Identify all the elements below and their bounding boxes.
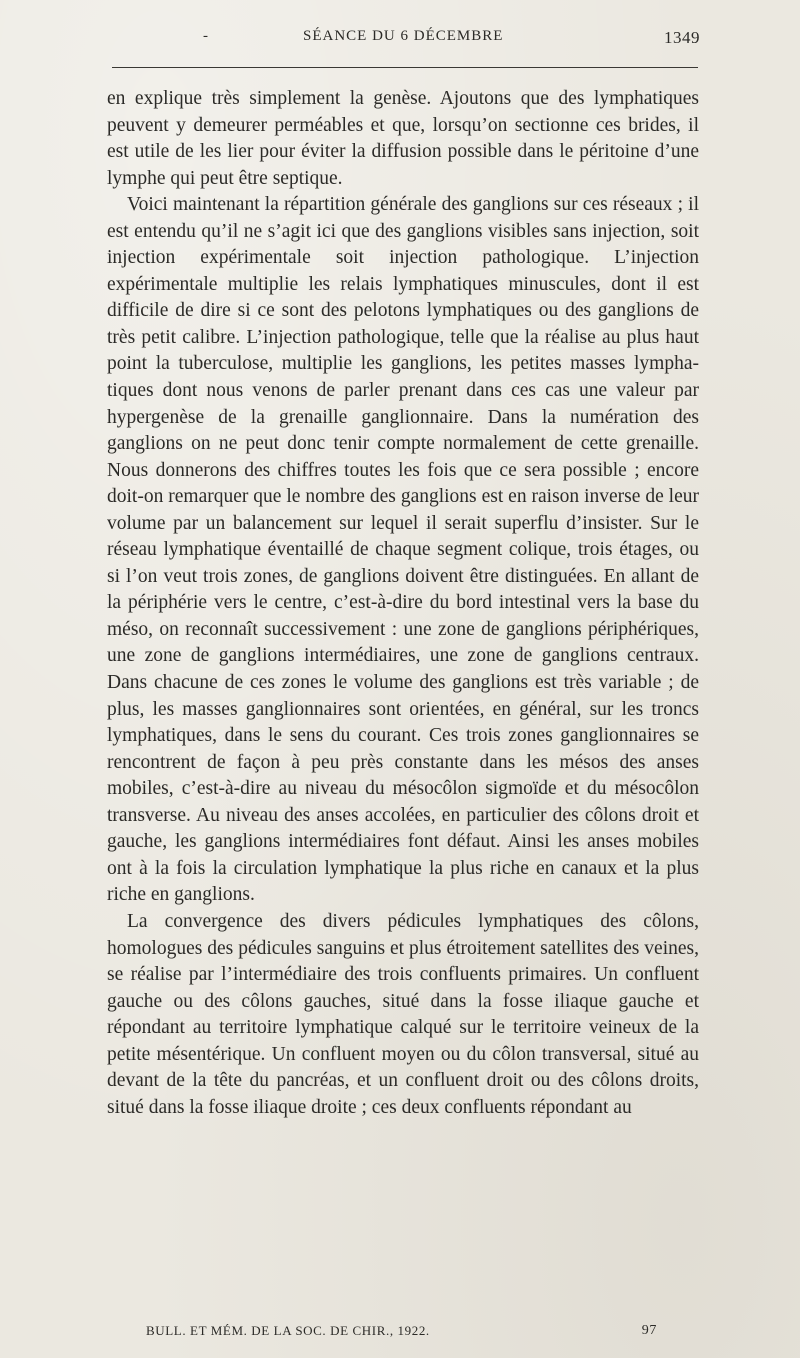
journal-reference: BULL. ET MÉM. DE LA SOC. DE CHIR., 1922. <box>146 1323 430 1338</box>
running-header <box>108 28 700 52</box>
page-number: 1349 <box>664 28 700 47</box>
paragraph-confluents: La convergence des divers pédicules lymphatiques des côlons, homologues des pédicules sanguins et plus étroitement satellites des veines, se réalise par l’intermédiaire des trois confluents primaires. Un confluent gauche ou des côlons gauches, situé dans la fosse iliaque gauche et répondant au territoire lymphatique calqué sur le territoire veineux de la petite mésentérique. Un confluent moyen ou du côlon transversal, situé au devant de la tête du pancréas, et un confluent droit ou des côlons droits, situé dans la fosse iliaque droite ; ces deux confluents répondant au <box>107 910 699 1118</box>
header-rule <box>112 67 698 68</box>
paragraph-ganglion-distribution: Voici maintenant la répartition générale des ganglions sur ces réseaux ; il est entendu qu’il ne s’agit ici que des ganglions visibles sans injection, soit injection expérimentale soit injection pathologique. L’injection expérimentale multiplie les relais lymphatiques minuscules, dont il est difficile de dire si ce sont des pelotons lymphatiques ou des ganglions de très petit calibre. L’injection pathologique, telle que la réalise au plus haut point la tuberculose, multiplie les ganglions, les petites masses lymphatiques dont nous venons de parler prenant dans ces cas une valeur par hypergenèse de la grenaille ganglionnaire. Dans la numération des ganglions on ne peut donc tenir compte normalement de cette grenaille. Nous donnerons des chiffres toutes les fois que ce sera possible ; encore doit-on remarquer que le nombre des ganglions est en raison inverse de leur volume par un balancement sur lequel il serait superflu d’insister. Sur le réseau lymphatique éventaillé de chaque segment colique, trois étages, ou si l’on veut trois zones, de ganglions doivent être distinguées. En allant de la périphérie vers le centre, c’est-à-dire du bord intestinal vers la base du méso, on reconnaît successivement : une zone de ganglions périphériques, une zone de ganglions intermédiaires, une zone de ganglions centraux. Dans chacune de ces zones le volume des ganglions est très variable ; de plus, les masses ganglionnaires sont orientées, en général, sur les troncs lymphatiques, dans le sens du courant. Ces trois zones ganglionnaires se rencontrent de façon à peu près constante dans les mésos des anses mobiles, c’est-à-dire au niveau du mésocôlon sigmoïde et du mésocôlon transverse. Au niveau des anses accolées, en particulier des côlons droit et gauche, les ganglions intermédiaires font défaut. Ainsi les anses mobiles ont à la fois la circulation lymphatique la plus riche en canaux et la plus riche en ganglions. <box>107 194 699 906</box>
signature-mark: 97 <box>641 1323 657 1338</box>
header-dash: - <box>203 28 209 44</box>
header-title: SÉANCE DU 6 DÉCEMBRE <box>303 28 504 44</box>
article-body <box>107 86 699 1121</box>
paragraph-continuation: en explique très simplement la genèse. Ajoutons que des lymphatiques peuvent y demeurer perméables et que, lorsqu’on sectionne ces brides, il est utile de les lier pour éviter la diffusion possible dans le péritoine d’une lymphe qui peut être septique. <box>107 88 699 189</box>
